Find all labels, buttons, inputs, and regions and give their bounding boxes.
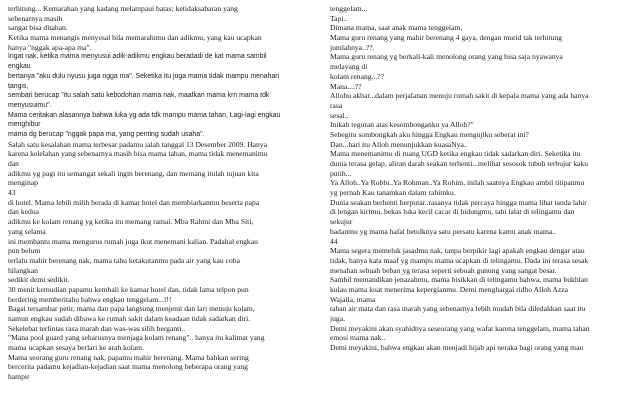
text-line: Sebegitu sombongkah aku hingga Engkau mengujiku seberat ini? [330,129,529,139]
text-line: 44 [330,236,338,246]
text-line: Mama ceritakan alasannya bahwa luka yg ada tdk mampu mama tahan, Lagi-lagi engkau [8,111,281,119]
text-line: tahan air mata dan rasa marah yang sebenarnya lebih mudah bila diledakkan saat itu [330,304,586,314]
text-line: engkau [8,63,31,71]
text-line: putih... [330,168,352,178]
text-line: Mama seorang guru renang nak, papamu mahir berenang. Mama bahkan sering [8,352,249,362]
text-line: Dan...hari itu Alloh menunjukkan kuasaNya.. [330,139,468,149]
text-line: menyusuimu". [8,101,52,109]
text-line: Demi meyakini akan syahidnya seseorang yang wafat karena tenggelam, mama tahan [330,323,590,333]
text-line: Dimana mama, saat anak mama tenggelam, [330,23,463,33]
text-line: melayang di [330,62,368,72]
text-line: sembari berucap "itu salah satu kebodohan mama nak, maafkan mama krn mama tdk [8,92,270,100]
text-line: tangis, [8,82,29,90]
text-line: terhitung... Kemarahan yang kadang melampaui batas; ketidaksabaran yang [8,4,238,13]
text-line: mama dg berucap "nggak papa ma, yang penting sudah usaha". [8,130,205,138]
text-line: sangat bisa ditahan. [8,23,68,33]
text-line: sedikit demi sedikit. [8,275,70,285]
text-line: Ya Alloh..Ya Robbi..Ya Rohman..Ya Rohim, inilah saatnya Engkau ambil titipanmu [330,178,585,188]
text-line: rasa [330,100,343,110]
text-line: bercerita padamu kejadian-kejadian saat mama menolong beberapa orang yang [8,362,248,372]
text-line: menghibur [8,121,41,129]
text-line: ini membantu mama mengurus rumah juga ikut menemani kalian. Padahal engkau [8,236,258,246]
text-line: Tapi.. [330,13,348,23]
text-line: Allohu akbar...dalam perjalanan menuju rumah sakit di kepala mama yang ada hanya [330,91,589,101]
text-line: Salah satu kesalahan mama terbesar padamu ialah tanggal 13 Desember 2009. Hanya [8,139,267,149]
text-line: dan kedua [8,207,39,217]
text-line: berdering memberitahu bahwa engkau tenggelam...!!! [8,294,172,304]
text-line: hanya "nggak apa-apa ma". [8,42,92,52]
text-line: Inikah teguran atas kesombonganku ya Alloh?" [330,120,474,130]
text-line: Sekelebat terlintas rasa marah dan was-was silih berganti.. [8,323,186,333]
text-line: Ingat nak, ketika mama menyusui adik-adikmu engkau beradadi de kat mama sambil [8,53,267,61]
text-line: terlalu mahir berenang nak, mama tahu ketakutanmu pada air yang kau coba [8,255,240,265]
text-line: Wajalla, mama [330,294,376,304]
text-line: Mana....?? [330,81,362,91]
text-line: Mama guru renang yang mahir berenang 4 gaya, dengan murid tak terhitung [330,33,562,43]
text-line: pun belum [8,246,41,256]
text-line: emosi mama nak.. [330,333,386,343]
text-line: menginap [8,178,38,188]
text-line: di lengan kirimu, bekas luka kecil cacar di hidungmu, tahi lalat di telingamu dan [330,207,575,217]
text-line: Sambil memandikan jenazahmu, mama bisikkan di telingamu bahwa, mama bukhlan [330,275,588,285]
text-line: kulau mama kuat menerima kepergianmu. Demi menghargai ridho Alloh Azza [330,284,569,294]
text-line: bertanya "aku dulu nyusu juga ngga ma". Seketika itu juga mama tidak mampu menahan [8,72,280,80]
text-line: Mama segera memeluk jasadmu nak, tanpa berpikir lagi apakah engkau dengar atau [330,246,585,256]
text-line: tenggelam... [330,4,368,13]
text-line: kolam renang...?? [330,71,384,81]
text-line: namun engkau sudah dibawa ke rumah sakit dalam keadaan tidak sadarkan diri. [8,314,251,323]
text-line: yg pernah Kau tanamkan dalam rahimku. [330,188,456,198]
text-line: di hotel. Mama lebih milih berada di kamar hotel dan membiarkanmu beserta papa [8,197,260,207]
text-line: hampir [8,372,30,382]
text-line: adikmu yg pagi itu semangat sekali ingin berenang, dan memang itulah tujuan kita [8,168,259,178]
text-line: jumlahnya..??. [330,42,375,52]
text-line: Dunia seakan berhenti berputar..rasanya tidak percaya hingga mama lihat tanda lahir [330,197,587,207]
text-line: 43 [8,188,16,198]
text-line: hilangkan [8,265,38,275]
text-line: Ketika mama menangis menyesal bila memarahimu dan adikmu, yang kau ucapkan [8,33,262,43]
right-text-column [330,4,630,353]
text-line: "Mana pool guard yang seharusnya menjaga kolam renang".. hanya itu kalimat yang [8,333,265,343]
text-line: dunia terasa gelap, aliran darah seakan terhenti...melihat sesosok tubuh terbujur kaku [330,159,589,168]
text-line: dan [8,159,19,168]
text-line: Mama menemanimu di ruang UGD ketika engkau tidak sadarkan diri. Seketika itu [330,149,581,159]
text-line: yang selama [8,226,46,236]
text-line: juga. [330,314,345,323]
text-line: tidak, hanya kata maaf yg mampu mama ucapkan di telingamu. Dada ini terasa sesak [330,255,589,265]
text-line: mama ucapkan sesaya berlari ke arah kolam. [8,343,144,353]
text-line: 30 menit kemudian papamu kembali ke kamar hotel dan, tidak lama telpon pun [8,284,249,294]
text-line: Demi meyakini, bahwa engkau akan menjadi hijab api neraka bagi orang yang mau [330,343,584,353]
left-text-column [8,4,300,382]
text-line: Bagai tersambar petir, mama dan papa langsung menjenit dan lari menuju kolam, [8,304,255,314]
text-line: Mama guru renang yg berkali-kali menolong orang yang bisa saja nyawanya [330,52,563,62]
text-line: adikmu ke kolam renang yg ketika itu memang ramai. Mba Rahmi dan Mba Siti, [8,217,254,227]
text-line: sesal.. [330,110,349,120]
text-line: badanmu yg mama hafal betulknya satu persatu karena kamu anak mama.. [330,226,557,236]
text-line: karena kelelahan yang sebenarnya masih bisa mama tahan, mama tidak menemanimu [8,149,268,159]
text-line: sebenarnya masih [8,13,63,23]
text-line: sekujur [330,217,353,227]
text-line: menahan sebuah beban yg terasa seperti sebuah gunung yang sangat besar. [330,265,557,275]
